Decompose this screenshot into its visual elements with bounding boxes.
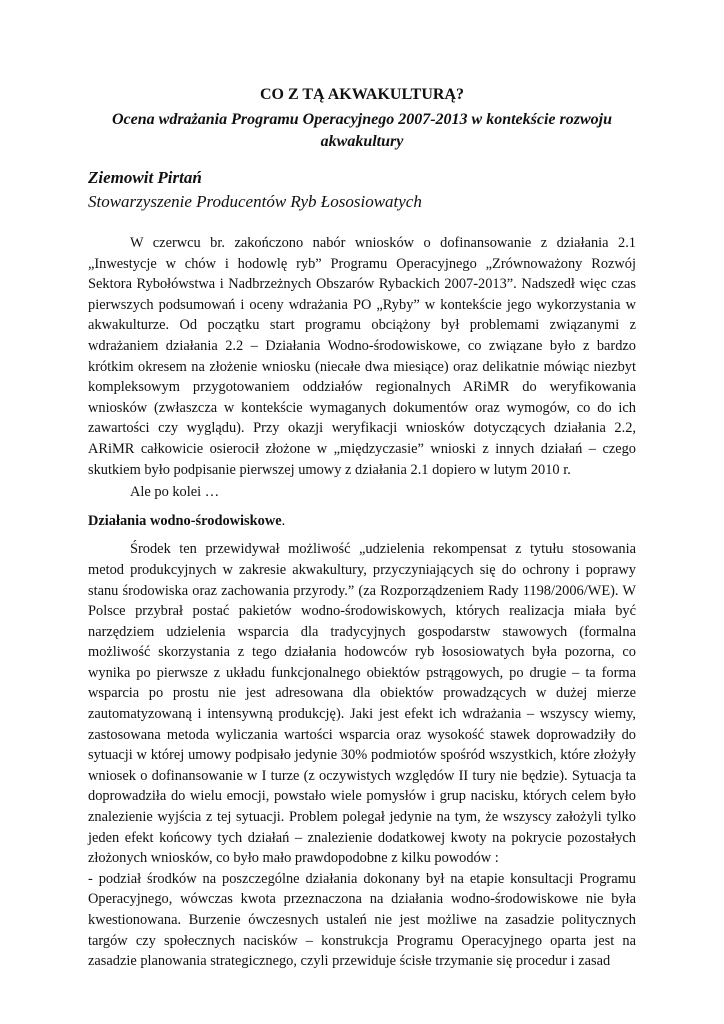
paragraph-intro: W czerwcu br. zakończono nabór wniosków o dofinansowanie z działania 2.1 „Inwestycje w chów i hodowlę ryb” Programu Operacyjnego „Zrównoważony Rozwój Sektora Rybołówstwa i Nadbrzeżnych Obszarów Rybackich 2007-2013”. Nadszedł więc czas pierwszych podsumowań i oceny wdrażania PO „Ryby” w kontekście jego wykorzystania w akwakulturze. Od początku start programu obciążony był problemami związanymi z wdrażaniem działania 2.2 – Działania Wodno-środowiskowe, co związane było z bardzo krótkim okresem na złożenie wniosku (niecałe dwa miesiące) oraz delikatnie mówiąc niezbyt kompleksowym przygotowaniem oddziałów regionalnych ARiMR do weryfikowania wniosków (zwłaszcza w kontekście wymaganych dokumentów oraz wymogów, co do ich zawartości czy wyglądu). Przy okazji weryfikacji wniosków dotyczących działania 2.2, ARiMR całkowicie osierocił złożone w „międzyczasie” wnioski z innych działań – czego skutkiem było podpisanie pierwszej umowy z działania 2.1 dopiero w lutym 2010 r. bbox=[88, 235, 636, 478]
document-subtitle: Ocena wdrażania Programu Operacyjnego 2007-2013 w kontekście rozwoju akwakultury bbox=[111, 111, 612, 150]
paragraph-reasons-list-item: - podział środków na poszczególne działania dokonany był na etapie konsultacji Programu Operacyjnego, wówczas kwota przeznaczona na działania wodno-środowiskowe nie była kwestionowana. Burzenie ówczesnych ustaleń nie jest możliwe na zasadzie politycznych targów czy społecznych nacisków – konstrukcja Programu Operacyjnego oparta jest na zasadzie planowania strategicznego, czyli przewiduje ścisłe trzymanie się procedur i zasad bbox=[88, 870, 636, 970]
document-title: CO Z TĄ AKWAKULTURĄ? bbox=[259, 86, 465, 103]
section-heading-text: Działania wodno-środowiskowe bbox=[88, 512, 282, 529]
author-affiliation: Stowarzyszenie Producentów Ryb Łososiowatych bbox=[88, 192, 422, 211]
paragraph-measure-description: Środek ten przewidywał możliwość „udzielenia rekompensat z tytułu stosowania metod produkcyjnych w zakresie akwakultury, przyczyniających się do ochrony i poprawy stanu środowiska oraz zachowania przyrody.” (za Rozporządzeniem Rady 1198/2006/WE). W Polsce przybrał postać pakietów wodno-środowiskowych, których realizacja miała być narzędziem udzielenia wsparcia dla tradycyjnych gospodarstw stawowych (formalna możliwość skorzystania z tego działania hodowców ryb łososiowatych była pozorna, co wynika po pierwsze z układu funkcjonalnego obiektów pstrągowych, po drugie – ta forma wsparcia po prostu nie jest adresowana dla obiektów prowadzących w dużej mierze zautomatyzowaną i intensywną produkcję). Jaki jest efekt ich wdrażania – wszyscy wiemy, zastosowana metoda wyliczania wartości wsparcia oraz wysokość stawek doprowadziły do sytuacji w której umowy podpisało jedynie 30% podmiotów spośród wszystkich, które złożyły wniosek o dofinansowanie w I turze (z oczywistych względów II tury nie będzie). Sytuacja ta doprowadziła do wielu emocji, powstało wiele pomysłów i grup nacisku, których celem było znalezienie wyjścia z tej sytuacji. Problem polegał jedynie na tym, że wszyscy założyli tylko jeden efekt końcowy tych działań – znalezienie dodatkowej kwoty na pokrycie pozostałych złożonych wniosków, co było mało prawdopodobne z kilku powodów : bbox=[88, 541, 636, 867]
author-name: Ziemowit Pirtań bbox=[88, 168, 202, 187]
section-heading-period: . bbox=[281, 512, 286, 529]
section-heading bbox=[88, 511, 636, 532]
paragraph-transition: Ale po kolei … bbox=[130, 484, 220, 501]
